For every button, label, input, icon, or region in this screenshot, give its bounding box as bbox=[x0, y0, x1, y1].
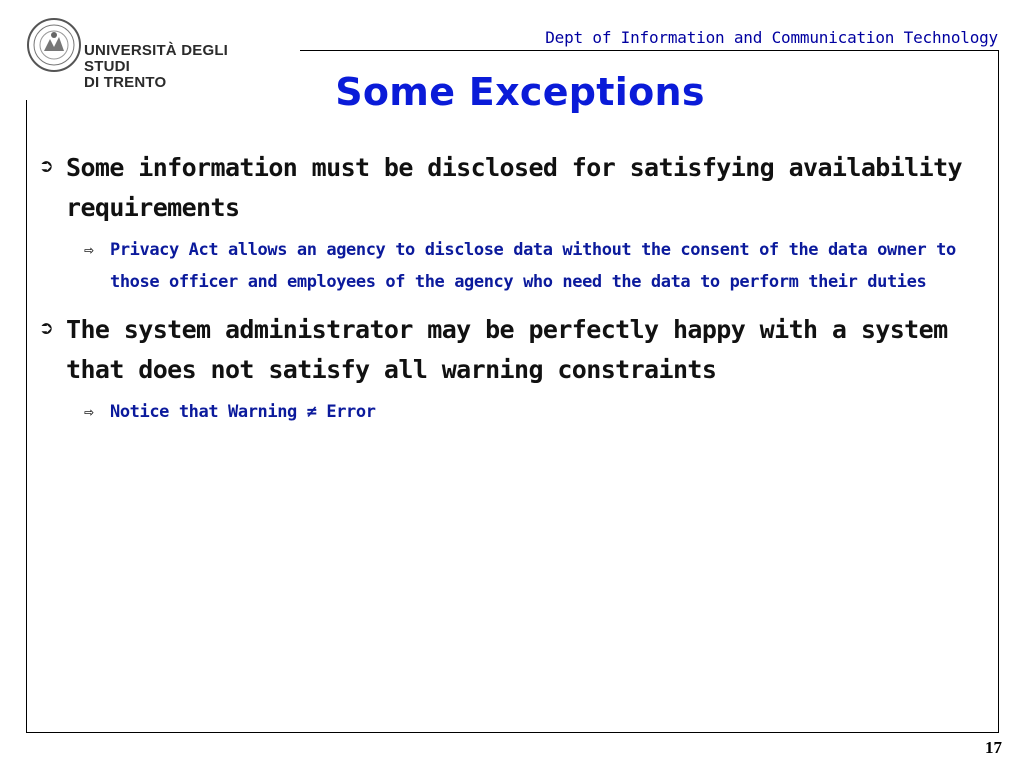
bullet-1-text: Some information must be disclosed for satisfying availability requirements bbox=[66, 153, 962, 222]
bullet-2-text: The system administrator may be perfectly happy with a system that does not satisfy all warning constraints bbox=[66, 315, 948, 384]
sub-bullet-2-1 bbox=[84, 396, 990, 428]
department-header: Dept of Information and Communication Technology bbox=[545, 28, 998, 47]
slide-content bbox=[40, 148, 990, 428]
circled-arrow-icon: ➲ bbox=[40, 155, 53, 180]
header-divider bbox=[300, 50, 999, 51]
hollow-arrow-icon: ⇨ bbox=[84, 402, 94, 421]
sub-bullet-1-1 bbox=[84, 234, 990, 298]
sub-bullet-1-1-text: Privacy Act allows an agency to disclose data without the consent of the data owner to those officer and employees of the agency who need the data to perform their duties bbox=[110, 240, 956, 292]
bullet-2 bbox=[40, 310, 990, 390]
logo-line2: DI TRENTO bbox=[84, 74, 167, 91]
page-number: 17 bbox=[985, 738, 1002, 757]
university-seal-icon bbox=[26, 17, 82, 73]
sub-bullet-2-1-text: Notice that Warning ≠ Error bbox=[110, 402, 376, 422]
bullet-1 bbox=[40, 148, 990, 228]
logo-line1: UNIVERSITÀ DEGLI STUDI bbox=[84, 42, 229, 75]
slide-title: Some Exceptions bbox=[335, 70, 705, 114]
hollow-arrow-icon: ⇨ bbox=[84, 240, 94, 259]
circled-arrow-icon: ➲ bbox=[40, 317, 53, 342]
